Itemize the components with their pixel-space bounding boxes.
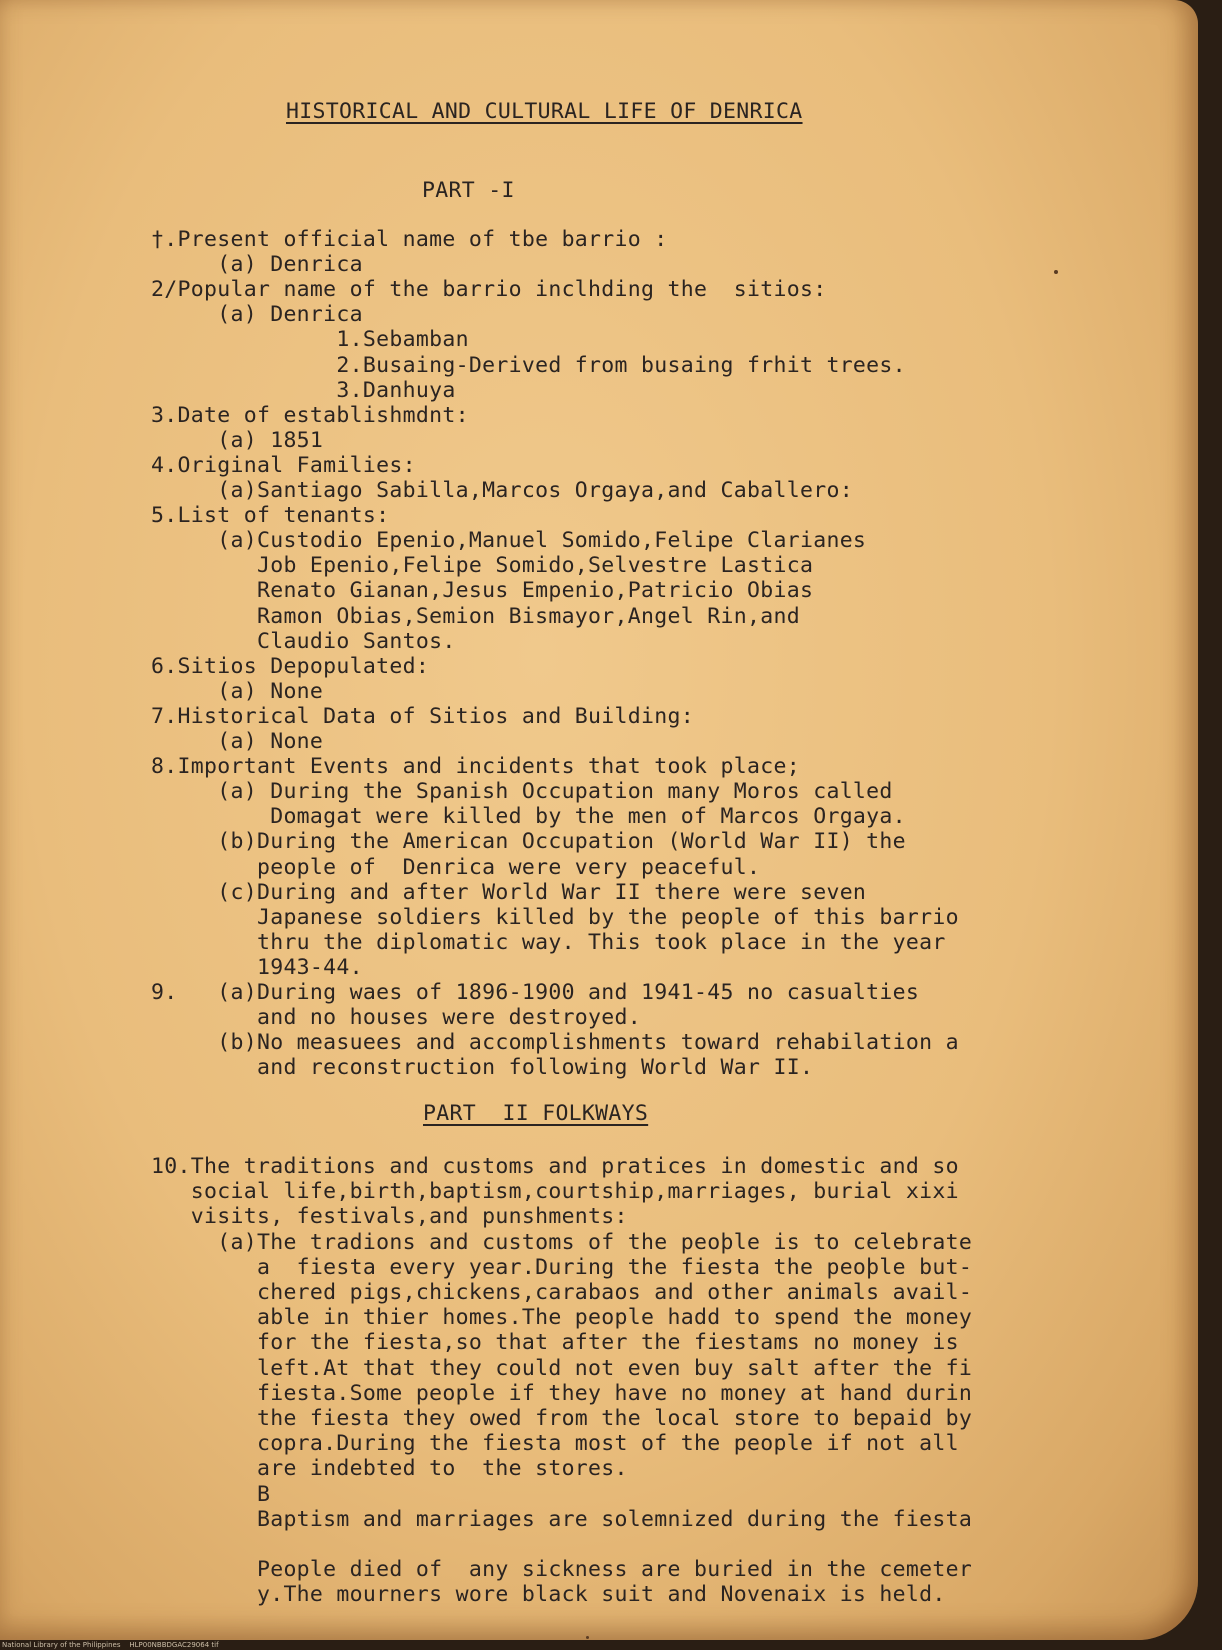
text-line: Baptism and marriages are solemnized during the fiesta [151, 1506, 973, 1532]
ink-spot [586, 1636, 589, 1639]
part-2-heading: PART II FOLKWAYS [423, 1101, 649, 1126]
part-1-heading: PART -I [422, 178, 515, 203]
text-line: (a)The tradions and customs of the peoþle is to celebrate [151, 1229, 973, 1255]
text-line: the fiesta they owed from the local store to bepaid by [151, 1406, 973, 1431]
text-line: 4.Original Families: [151, 452, 416, 478]
text-line: (a) Denrica [151, 302, 363, 328]
text-line: y.The mourners wore black suit and Novenaix is held. [151, 1582, 946, 1608]
text-line: 1943-44. [151, 954, 363, 980]
text-line: B [151, 1481, 271, 1507]
text-line: (a) None [151, 729, 324, 754]
text-line: thru the diplomatic way. This took place in the year [151, 929, 946, 955]
text-line: Claudio Santos. [151, 628, 456, 654]
text-line: (b)During the American Occupation (World War II) the [151, 829, 906, 855]
text-line: visits, festivals,and punshments: [151, 1204, 628, 1230]
text-line: (a) 1851 [151, 427, 324, 453]
text-line: (a)Santiago Sabilla,Marcos Orgaya,and Caballero: [151, 478, 853, 503]
ink-spot [1054, 270, 1058, 274]
text-line: 1.Sebamban [151, 327, 469, 353]
text-line: chered pigs,chickens,carabaos and other animals avail- [151, 1280, 973, 1305]
text-line: 5.List of tenants: [151, 503, 390, 529]
text-line: (a) During the Spanish Occupation many Moros called [151, 779, 893, 805]
text-line: (a)Custodio Epenio,Manuel Somido,Felipe Clarianes [151, 528, 867, 554]
text-line: 9. (a)During waes of 1896-1900 and 1941-45 no casualties [151, 980, 920, 1005]
text-line: (c)During and after World War II there were seven [151, 879, 867, 905]
text-line: 2/Popular name of the barrio inclhding the sitios: [151, 277, 827, 303]
text-line: social life,birth,baptism,courtship,marriages, burial xixi [151, 1179, 959, 1205]
text-line: Japanese soldiers killed by the people of this barrio [151, 904, 959, 930]
text-line: able in thier homes.The people hadd to spend the money [151, 1305, 973, 1331]
text-line: people of Denrica were very peaceful. [151, 854, 761, 880]
text-line: for the fiesta,so that after the fiestams no money is [151, 1330, 959, 1356]
text-line: Domagat were killed by the men of Marcos Orgaya. [151, 804, 906, 830]
text-line: 3.Danhuya [151, 377, 456, 403]
text-line: People died of any sickness are buried in the cemeter [151, 1557, 973, 1583]
archive-footer: National Library of the Philippines HLP00NBBDGAC29064 tif [2, 1641, 219, 1649]
text-line: (b)No measuees and accomplishments toward rehabilation a [151, 1030, 959, 1056]
text-line: are indebted to the stores. [151, 1456, 628, 1482]
text-line: 8.Important Events and incidents that took place; [151, 754, 800, 780]
text-line: and reconstruction following World War II. [151, 1055, 814, 1081]
text-line: fiesta.Some people if they have no money at hand durin [151, 1380, 973, 1406]
text-line: Ramon Obias,Semion Bismayor,Angel Rin,and [151, 603, 800, 629]
text-line: a fiesta every year.During the fiesta the peoþle but- [151, 1254, 973, 1280]
text-line: (a) None [151, 678, 324, 704]
text-line: Job Epenio,Felipe Somido,Selvestre Lastica [151, 553, 814, 579]
text-line: left.At that they could not even buy salt after the fi [151, 1355, 973, 1381]
text-line: †.Present official name of tbe barrio : [151, 227, 668, 252]
page-title: HISTORICAL AND CULTURAL LIFE OF DENRICA [286, 99, 803, 124]
text-line: 6.Sitios Depopulated: [151, 653, 430, 679]
text-line: 7.Historical Data of Sitios and Building: [151, 703, 695, 729]
text-line: and no houses were destroyed. [151, 1005, 642, 1031]
text-line: 2.Busaing-Derived from busaing frhit trees. [151, 352, 906, 378]
text-line: (a) Denrica [151, 252, 363, 278]
text-line: copra.During the fiesta most of the people if not all [151, 1431, 959, 1457]
text-line: 3.Date of establishmdnt: [151, 402, 469, 428]
text-line: Renato Gianan,Jesus Empenio,Patricio Obias [151, 578, 814, 604]
text-line: 10.The traditions and customs and pratices in domestic and so [151, 1154, 959, 1179]
